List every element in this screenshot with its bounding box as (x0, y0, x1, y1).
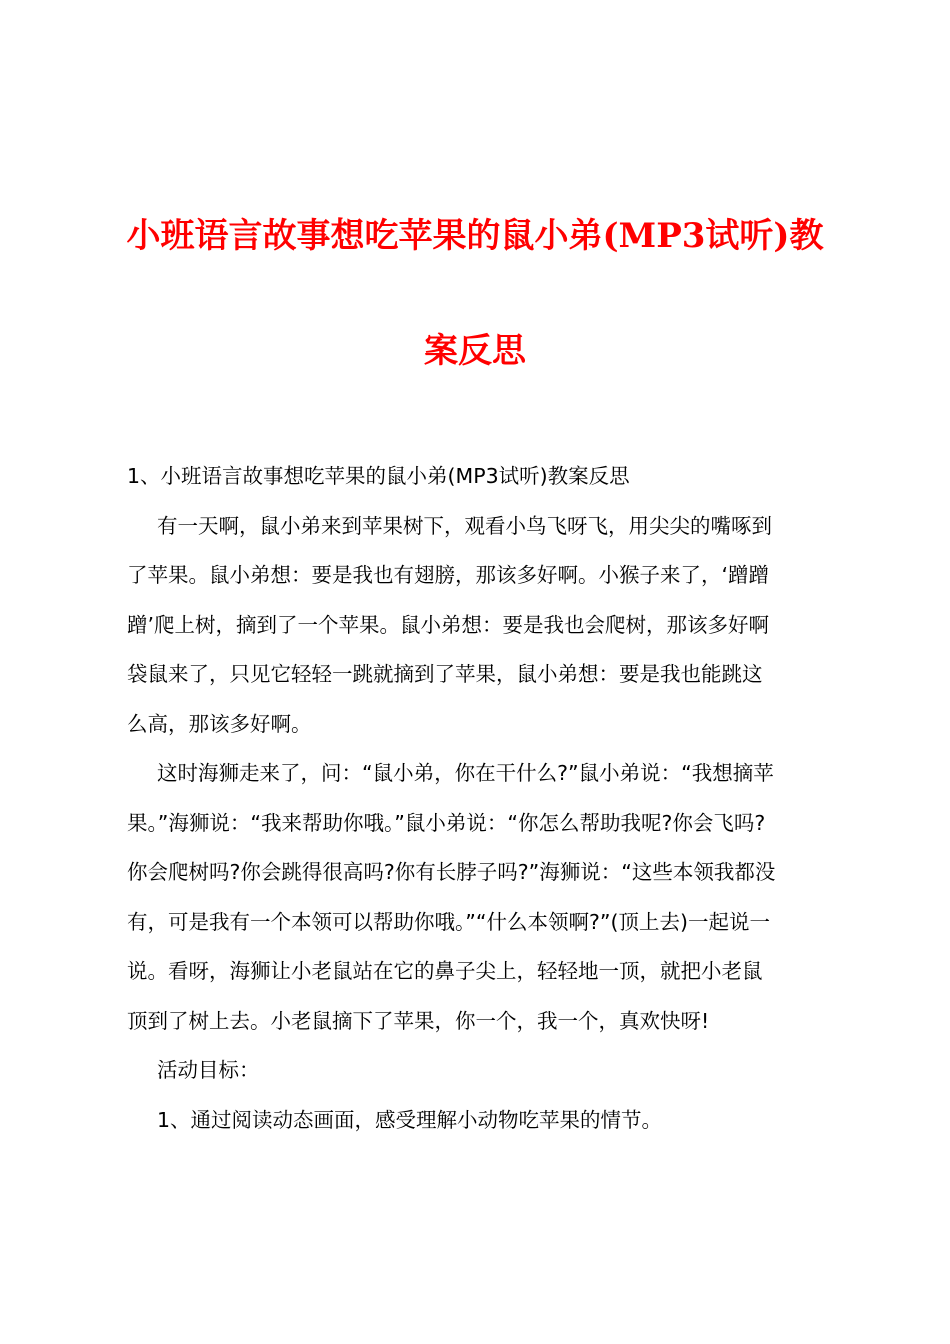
document-body (127, 452, 835, 1145)
paragraph-1-line: 么高，那该多好啊。 (127, 711, 312, 736)
paragraph-2-line: 这时海狮走来了，问：“鼠小弟，你在干什么?”鼠小弟说：“我想摘苹 (157, 761, 774, 785)
section-heading: 1、小班语言故事想吃苹果的鼠小弟(MP3试听)教案反思 (127, 464, 630, 488)
document-title-line-2: 案反思 (424, 331, 526, 371)
paragraph-1-line: 了苹果。鼠小弟想：要是我也有翅膀，那该多好啊。小猴子来了，‘蹭蹭 (127, 563, 770, 587)
paragraph-2-line: 说。看呀，海狮让小老鼠站在它的鼻子尖上，轻轻地一顶，就把小老鼠 (127, 959, 763, 983)
paragraph-1-line: 袋鼠来了，只见它轻轻一跳就摘到了苹果，鼠小弟想：要是我也能跳这 (127, 662, 763, 686)
paragraph-1-line: 有一天啊，鼠小弟来到苹果树下，观看小鸟飞呀飞，用尖尖的嘴啄到 (157, 513, 772, 538)
document-title-line-1: 小班语言故事想吃苹果的鼠小弟(MP3试听)教 (126, 216, 824, 256)
goals-label: 活动目标： (157, 1058, 260, 1082)
paragraph-2-line: 有，可是我有一个本领可以帮助你哦。”“什么本领啊?”(顶上去)一起说一 (127, 909, 770, 934)
paragraph-2-line: 果。”海狮说：“我来帮助你哦。”鼠小弟说：“你怎么帮助我呢?你会飞吗? (127, 810, 766, 835)
goal-item: 1、通过阅读动态画面，感受理解小动物吃苹果的情节。 (157, 1107, 663, 1132)
paragraph-2-line: 顶到了树上去。小老鼠摘下了苹果，你一个，我一个，真欢快呀! (127, 1008, 710, 1033)
paragraph-2-line: 你会爬树吗?你会跳得很高吗?你有长脖子吗?”海狮说：“这些本领我都没 (127, 860, 776, 884)
paragraph-1-line: 蹭’爬上树，摘到了一个苹果。鼠小弟想：要是我也会爬树，那该多好啊 (127, 612, 770, 637)
